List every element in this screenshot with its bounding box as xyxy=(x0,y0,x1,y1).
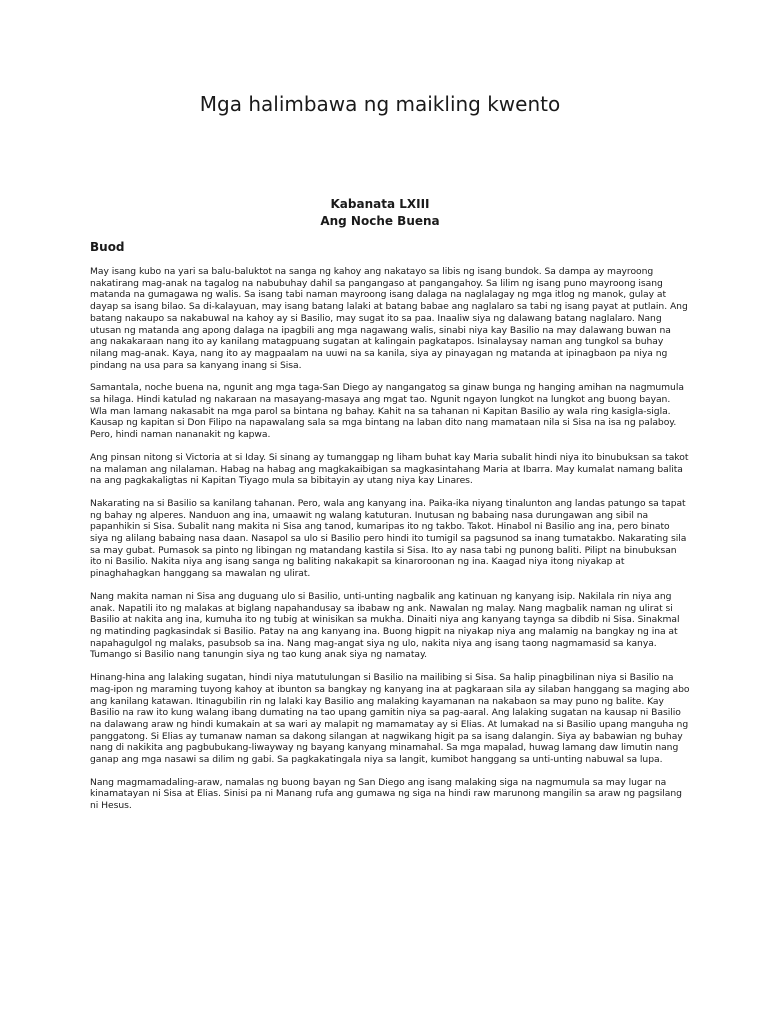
paragraph: Hinang-hina ang lalaking sugatan, hindi niya matutulungan si Basilio na mailibing si Sisa. Sa halip pinagbilinan niya si Basilio na mag-ipon ng maraming tuyong kahoy at ibunton sa bangkay ng kanyang ina at pagkaraan sila ay silaban hanggang sa maging abo ang kanilang katawan. Itinagubilin rin ng lalaki kay Basilio ang malaking kayamanan na nakabaon sa may puno ng balite. Kay Basilio na raw ito kung walang ibang dumating na tao upang gamitin niya sa pag-aaral. Ang lalaking sugatan na kausap ni Basilio na dalawang araw ng hindi kumakain at sa wari ay malapit ng mamamatay ay si Elias. At lumakad na si Basilio upang manguha ng panggatong. Si Elias ay tumanaw naman sa dakong silangan at nagwikang higit pa sa isang dalangin. Siya ay babawian ng buhay nang di nakikita ang pagbubukang-liwayway ng bayang kanyang minamahal. Sa mga mapalad, huwag lamang daw limutin nang ganap ang mga nasawi sa dilim ng gabi. Sa pagkakatingala niya sa langit, kumibot hanggang sa unti-unting nabuwal sa lupa. xyxy=(90,672,690,766)
chapter-title: Ang Noche Buena xyxy=(320,214,440,228)
paragraph: Nakarating na si Basilio sa kanilang tahanan. Pero, wala ang kanyang ina. Paika-ika niyang tinalunton ang landas patungo sa tapat ng bahay ng alperes. Nanduon ang ina, umaawit ng walang katuturan. Inutusan ng babaing nasa durungawan ang sibil na papanhikin si Sisa. Subalit nang makita ni Sisa ang tanod, kumaripas ito ng takbo. Takot. Hinabol ni Basilio ang ina, pero binato siya ng alilang babaing nasa daan. Nasapol sa ulo si Basilio pero hindi ito tumigil sa pagsunod sa inang tumatakbo. Nakarating sila sa may gubat. Pumasok sa pinto ng libingan ng matandang kastila si Sisa. Ito ay nasa tabi ng punong baliti. Pilipt na binubuksan ito ni Basilio. Nakita niya ang isang sanga ng baliting nakakapit sa kinaroroonan ng ina. Kaagad niya itong niyakap at pinaghahagkan hanggang sa mawalan ng ulirat. xyxy=(90,497,687,580)
summary-body xyxy=(90,266,690,823)
paragraph: Ang pinsan nitong si Victoria at si Iday. Si sinang ay tumanggap ng liham buhat kay Maria subalit hindi niya ito binubuksan sa takot na malaman ang nilalaman. Habag na habag ang magkakaibigan sa magkasintahang Maria at Ibarra. May kumalat namang balita na ang pagkakaligtas ni Kapitan Tiyago mula sa bibitayin ay utang niya kay Linares. xyxy=(90,451,689,487)
document-title: Mga halimbawa ng maikling kwento xyxy=(199,92,561,116)
chapter-heading xyxy=(90,196,670,230)
section-heading-summary: Buod xyxy=(90,240,125,254)
paragraph: May isang kubo na yari sa balu-baluktot na sanga ng kahoy ang nakatayo sa libis ng isang bundok. Sa dampa ay mayroong nakatirang mag-anak na tagalog na nabubuhay dahil sa pangangaso at pangangahoy. Sa lilim ng isang puno mayroong isang matanda na gumagawa ng walis. Sa isang tabi naman mayroong isang dalaga na naglalagay ng mga itlog ng manok, gulay at dayap sa isang bilao. Sa di-kalayuan, may isang batang lalaki at batang babae ang naglalaro sa tabi ng isang payat at putlain. Ang batang nakaupo sa nakabuwal na kahoy ay si Basilio, may sugat ito sa paa. Inaaliw siya ng dalawang batang naglalaro. Nang utusan ng matanda ang apong dalaga na ipagbili ang mga nagawang walis, sinabi niya kay Basilio na may dalawang buwan na ang nakakaraan nang ito ay kanilang matagpuang sugatan at kalingain pagkatapos. Isinalaysay naman ang tungkol sa buhay nilang mag-anak. Kaya, nang ito ay magpaalam na uuwi na sa kanila, siya ay pinayagan ng matanda at ipinagbaon pa niya ng pindang na usa para sa kanyang inang si Sisa. xyxy=(90,266,688,371)
paragraph: Nang magmamadaling-araw, namalas ng buong bayan ng San Diego ang isang malaking siga na nagmumula sa may lugar na kinamatayan ni Sisa at Elias. Sinisi pa ni Manang rufa ang gumawa ng siga na hindi raw marunong mangilin sa araw ng pagsilang ni Hesus. xyxy=(90,776,682,812)
chapter-number: Kabanata LXIII xyxy=(330,197,430,211)
paragraph: Samantala, noche buena na, ngunit ang mga taga-San Diego ay nangangatog sa ginaw bunga ng hanging amihan na nagmumula sa hilaga. Hindi katulad ng nakaraan na masayang-masaya ang mgat tao. Ngunit ngayon lungkot na lungkot ang buong bayan. Wla man lamang nakasabit na mga parol sa bintana ng bahay. Kahit na sa tahanan ni Kapitan Basilio ay wala ring kasigla-sigla. Kausap ng kapitan si Don Filipo na napawalang sala sa mga bintang na laban dito nang mamataan nila si Sisa na isa ng palaboy. Pero, hindi naman nananakit ng kapwa. xyxy=(90,382,684,441)
paragraph: Nang makita naman ni Sisa ang duguang ulo si Basilio, unti-unting nagbalik ang katinuan ng kanyang isip. Nakilala rin niya ang anak. Napatili ito ng malakas at biglang napahandusay sa ibabaw ng ank. Nawalan ng malay. Nang magbalik naman ng ulirat si Basilio at nakita ang ina, kumuha ito ng tubig at winisikan sa mukha. Dinaiti niya ang kanyang taynga sa dibdib ni Sisa. Sinakmal ng matinding pagkasindak si Basilio. Patay na ang kanyang ina. Buong higpit na niyakap niya ang malamig na bangkay ng ina at napahagulgol ng malaks, pasubsob sa ina. Nang mag-angat siya ng ulo, nakita niya ang isang taong nagmamasid sa kanya. Tumango si Basilio nang tanungin siya ng tao kung anak siya ng namatay. xyxy=(90,590,680,661)
